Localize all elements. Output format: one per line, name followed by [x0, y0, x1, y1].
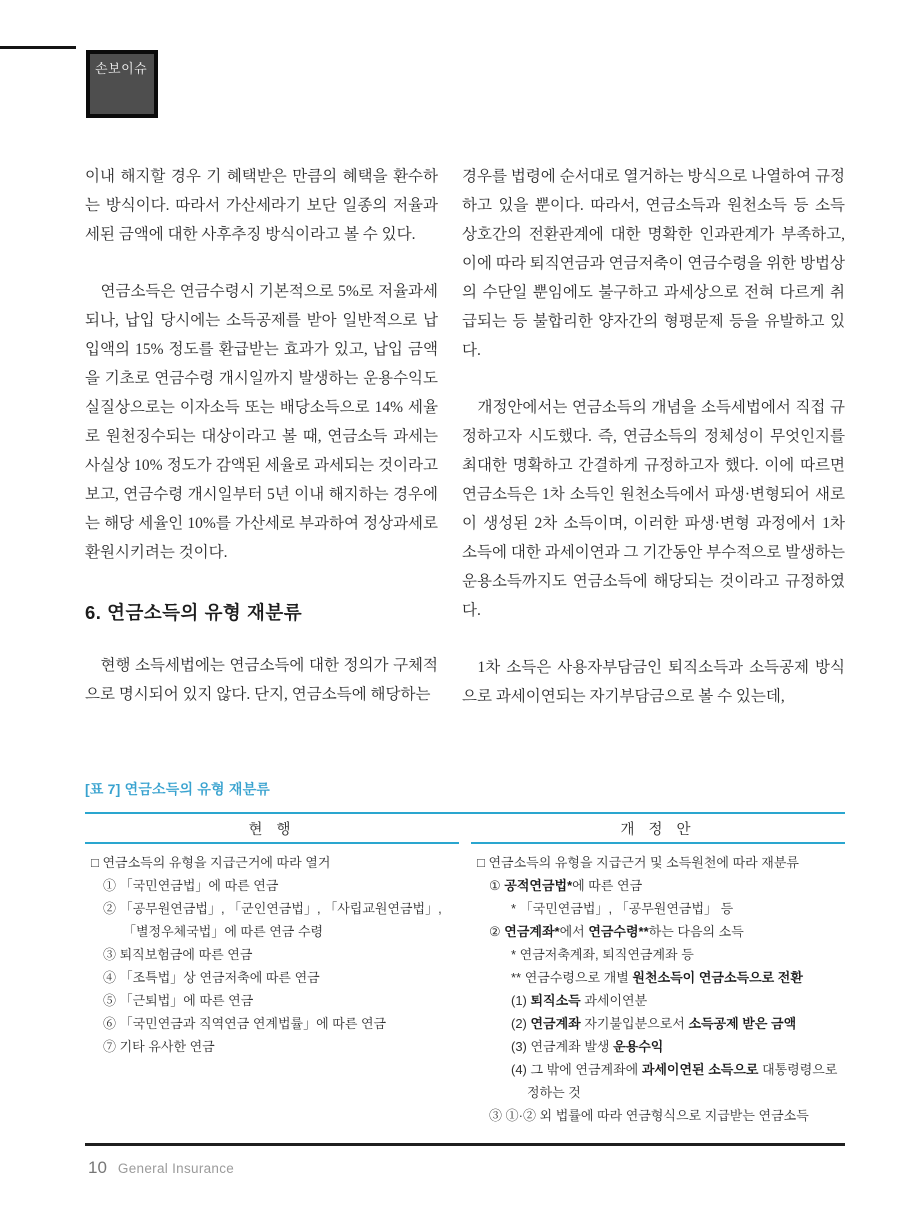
comparison-table [85, 812, 845, 1146]
paragraph: 개정안에서는 연금소득의 개념을 소득세법에서 직접 규정하고자 시도했다. 즉, 연금소득의 정체성이 무엇인지를 최대한 명확하고 간결하게 규정하고자 했다. 이에 따르면 연금소득은 1차 소득인 원천소득에서 파생·변형되어 새로이 생성된 2차 소득이며, 이러한 파생·변형 과정에서 1차 소득에 대한 과세이연과 그 기간동안 부수적으로 발생하는 운용소득까지도 연금소득에 해당되는 것이라고 규정하였다. [462, 399, 845, 619]
section-heading: 6. 연금소득의 유형 재분류 [85, 602, 303, 623]
table-row: ② 「공무원연금법」, 「군인연금법」, 「사립교원연금법」, 「별정우체국법」에 따른 연금 수령 [103, 901, 442, 939]
issue-badge [86, 50, 158, 118]
paragraph: 경우를 법령에 순서대로 열거하는 방식으로 나열하여 규정하고 있을 뿐이다. 따라서, 연금소득과 원천소득 등 소득 상호간의 전환관계에 대한 명확한 인과관계가 부족하고, 이에 따라 퇴직연금과 연금저축이 연금수령을 위한 방법상의 수단일 뿐임에도 불구하고 과세상으로 전혀 다르게 취급되는 등 불합리한 양자간의 형평문제 등을 유발하고 있다. [462, 168, 845, 359]
article-body [85, 162, 845, 768]
paragraph: 연금소득은 연금수령시 기본적으로 5%로 저율과세되나, 납입 당시에는 소득공제를 받아 일반적으로 납입액의 15% 정도를 환급받는 효과가 있고, 납입 금액을 기초로 연금수령 개시일까지 발생하는 운용수익도 실질상으로는 이자소득 또는 배당소득으로 14% 세율로 원천징수되는 대상이라고 볼 때, 연금소득 과세는 사실상 10% 정도가 감액된 세율로 과세되는 것이라고 보고, 연금수령 개시일부터 5년 이내 해지하는 경우에는 해당 세율인 10%를 가산세로 부과하여 정상과세로 환원시키려는 것이다. [85, 283, 438, 561]
table-row: (1) 퇴직소득 과세이연분 [511, 993, 648, 1008]
paragraph: 이내 해지할 경우 기 혜택받은 만큼의 혜택을 환수하는 방식이다. 따라서 가산세라기 보단 일종의 저율과세된 금액에 대한 사후추징 방식이라고 볼 수 있다. [85, 168, 438, 243]
table-row: ① 「국민연금법」에 따른 연금 [103, 878, 279, 893]
paragraph: 현행 소득세법에는 연금소득에 대한 정의가 구체적으로 명시되어 있지 않다. 단지, 연금소득에 해당하는 [85, 657, 438, 703]
table-row: □ 연금소득의 유형을 지급근거에 따라 열거 [91, 855, 331, 870]
journal-name: General Insurance [117, 1161, 235, 1176]
table-column-revised [471, 851, 845, 1127]
paragraph: 1차 소득은 사용자부담금인 퇴직소득과 소득공제 방식으로 과세이연되는 자기부담금으로 볼 수 있는데, [462, 659, 845, 705]
table-header-current: 현 행 [85, 814, 459, 844]
table-7-block [85, 779, 845, 1146]
table-row: (2) 연금계좌 자기불입분으로서 소득공제 받은 금액 [511, 1016, 797, 1031]
issue-badge-label: 손보이슈 [95, 61, 148, 76]
table-row: ⑤ 「근퇴법」에 따른 연금 [103, 993, 254, 1008]
table-row: * 연금저축계좌, 퇴직연금계좌 등 [511, 947, 694, 962]
table-row: ③ 퇴직보험금에 따른 연금 [103, 947, 253, 962]
table-row: ③ ①·② 외 법률에 따라 연금형식으로 지급받는 연금소득 [489, 1108, 809, 1123]
table-row: (3) 연금계좌 발생 운용수익 [511, 1039, 664, 1054]
table-row: ** 연금수령으로 개별 원천소득이 연금소득으로 전환 [511, 970, 803, 985]
table-header-row [85, 814, 845, 844]
article-column-left [85, 162, 438, 768]
table-row: ⑥ 「국민연금과 직역연금 연계법률」에 따른 연금 [103, 1016, 387, 1031]
page-number: 10 [88, 1158, 107, 1177]
table-row: □ 연금소득의 유형을 지급근거 및 소득원천에 따라 재분류 [477, 855, 799, 870]
corner-rule [0, 46, 76, 49]
table-header-revised: 개 정 안 [471, 814, 845, 844]
table-column-current [85, 851, 459, 1127]
table-caption: [표 7] 연금소득의 유형 재분류 [85, 781, 271, 797]
page-footer [88, 1158, 234, 1178]
table-row: ⑦ 기타 유사한 연금 [103, 1039, 215, 1054]
table-row: ④ 「조특법」상 연금저축에 따른 연금 [103, 970, 320, 985]
article-column-right [462, 162, 845, 768]
table-row: ② 연금계좌*에서 연금수령**하는 다음의 소득 [489, 924, 744, 939]
table-row: * 「국민연금법」, 「공무원연금법」 등 [511, 901, 734, 916]
table-body [85, 844, 845, 1146]
table-row: (4) 그 밖에 연금계좌에 과세이연된 소득으로 대통령령으로 정하는 것 [511, 1062, 838, 1100]
table-row: ① 공적연금법*에 따른 연금 [489, 878, 643, 893]
